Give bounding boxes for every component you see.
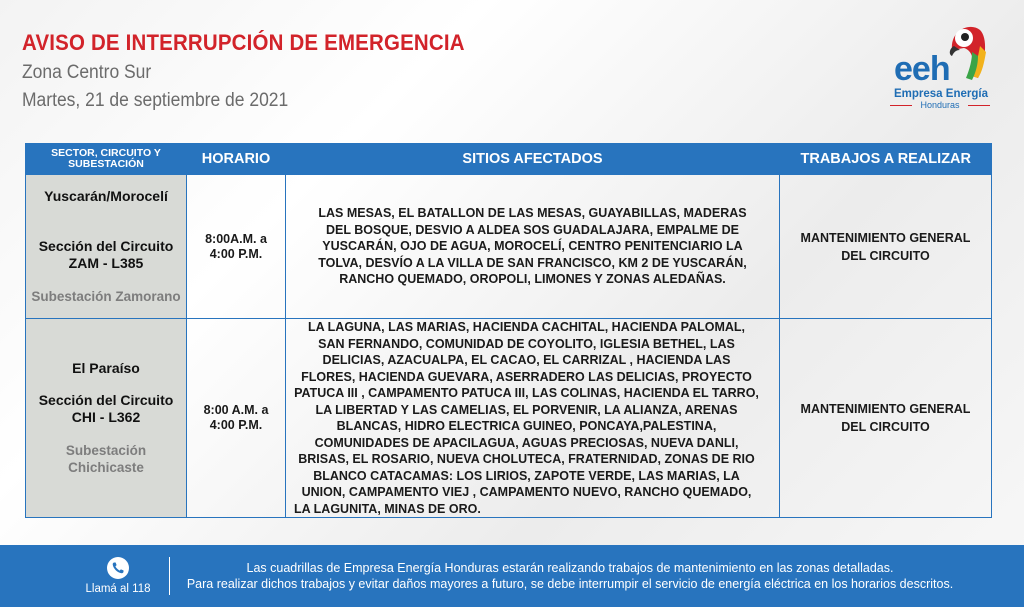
schedule-cell xyxy=(187,319,286,518)
circuit-label: Sección del Circuito xyxy=(38,238,174,254)
substation-label: Subestación xyxy=(65,443,147,458)
works-cell xyxy=(780,319,992,518)
works-cell xyxy=(780,175,992,319)
footer-line2: Para realizar dichos trabajos y evitar daños mayores a futuro, se debe interrumpir el servicio de energía eléctrica en los horarios descritos. xyxy=(186,577,954,591)
date-label: Martes, 21 de septiembre de 2021 xyxy=(22,90,289,111)
footer-notice xyxy=(178,560,962,592)
header xyxy=(22,30,498,112)
works-line1: MANTENIMIENTO GENERAL xyxy=(800,402,971,416)
schedule-start: 8:00A.M. a xyxy=(205,231,267,246)
sector-name: Yuscarán/Morocelí xyxy=(44,188,168,204)
circuit-code: ZAM - L385 xyxy=(68,255,144,271)
sector-name: El Paraíso xyxy=(72,360,140,376)
page-title: AVISO DE INTERRUPCIÓN DE EMERGENCIA xyxy=(22,30,465,55)
header-schedule: HORARIO xyxy=(187,143,286,175)
substation-name: Subestación Zamorano xyxy=(31,289,181,304)
phone-icon-badge[interactable] xyxy=(107,557,129,579)
sites-cell: LA LAGUNA, LAS MARIAS, HACIENDA CACHITAL, HACIENDA PALOMAL, SAN FERNANDO, COMUNIDAD DE COYOLITO, IGLESIA BETHEL, LAS DELICIAS, AZACUALPA, EL CACAO, EL CARRIZAL , HACIENDA LAS FLORES, HACIENDA GUEVARA, ASERRADERO LAS DELICIAS, PROYECTO PATUCA III , CAMPAMENTO PATUCA III, LAS COLINAS, HACIENDA EL TARRO, LA LIBERTAD Y LAS CAMELIAS, EL PORVENIR, LA ALIANZA, ARENAS BLANCAS, HIDRO ELECTRICA GUINEO, PONCAYA,PALESTINA, COMUNIDADES DE APACILAGUA, AGUAS PRECIOSAS, NUEVA DANLI, BRISAS, EL ROSARIO, NUEVA CHOLUTECA, FRATERNIDAD, ZONAS DE RIO BLANCO CATACAMAS: LOS LIRIOS, ZAPOTE VERDE, LAS MARIAS, LA UNION, CAMPAMENTO VIEJ , CAMPAMENTO NUEVO, RANCHO QUEMADO, LA LAGUNITA, MINAS DE ORO. xyxy=(286,319,780,518)
header-works: TRABAJOS A REALIZAR xyxy=(780,143,992,175)
circuit-code: CHI - L362 xyxy=(71,409,141,425)
substation-name: Chichicaste xyxy=(68,460,144,475)
table-header-row xyxy=(26,143,992,175)
logo-text: eeh xyxy=(894,50,950,88)
sector-cell xyxy=(26,175,187,319)
footer-line1: Las cuadrillas de Empresa Energía Honduras estarán realizando trabajos de mantenimiento en las zonas detalladas. xyxy=(246,561,894,575)
footer-bar xyxy=(0,545,1024,607)
header-sites: SITIOS AFECTADOS xyxy=(286,143,780,175)
eeh-logo xyxy=(890,20,1000,115)
logo-company: Empresa Energía xyxy=(894,88,988,100)
schedule-end: 4:00 P.M. xyxy=(209,418,263,432)
header-sector: SECTOR, CIRCUITO Y SUBESTACIÓN xyxy=(26,143,187,175)
schedule-end: 4:00 P.M. xyxy=(209,246,263,261)
phone-label: Llamá al 118 xyxy=(85,583,151,595)
works-line2: DEL CIRCUITO xyxy=(841,248,930,263)
works-line2: DEL CIRCUITO xyxy=(841,420,930,434)
footer-divider xyxy=(169,557,170,595)
logo-divider-right xyxy=(968,105,990,106)
phone-icon xyxy=(107,557,129,579)
schedule-start: 8:00 A.M. a xyxy=(203,403,269,417)
logo-country: Honduras xyxy=(920,100,960,110)
table-row xyxy=(26,175,992,319)
works-line1: MANTENIMIENTO GENERAL xyxy=(800,230,971,245)
interruption-table xyxy=(25,143,992,518)
schedule-cell xyxy=(187,175,286,319)
circuit-label: Sección del Circuito xyxy=(38,392,174,408)
sector-cell xyxy=(26,319,187,518)
sites-cell: LAS MESAS, EL BATALLON DE LAS MESAS, GUAYABILLAS, MADERAS DEL BOSQUE, DESVIO A ALDEA SOS GUADALAJARA, EMPALME DE YUSCARÁN, OJO DE AGUA, MOROCELÍ, CENTRO PENITENCIARIO LA TOLVA, DESVÍO A LA VILLA DE SAN FRANCISCO, KM 2 DE YUSCARÁN, RANCHO QUEMADO, OROPOLI, LIMONES Y ZONAS ALEDAÑAS. xyxy=(286,175,780,319)
table-row xyxy=(26,319,992,518)
zone-label: Zona Centro Sur xyxy=(22,62,152,83)
